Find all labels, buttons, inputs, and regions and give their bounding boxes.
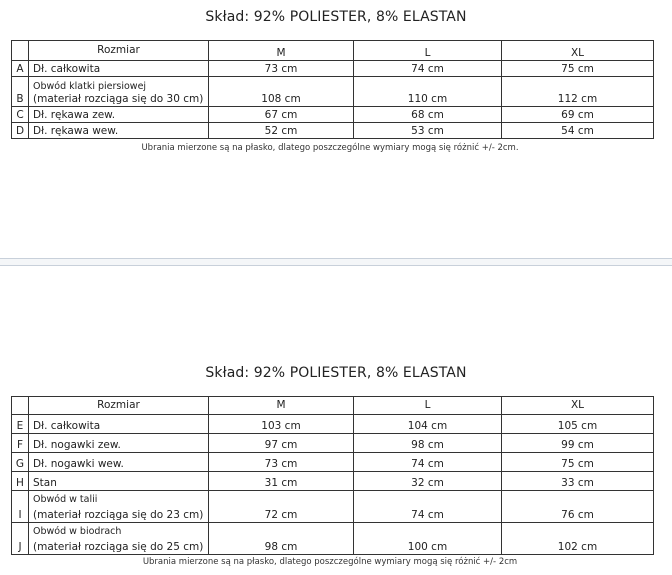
value-l: 74 cm [354,491,502,523]
table-row [12,123,654,139]
row-letter: H [12,472,29,491]
value-l: 100 cm [354,523,502,555]
row-letter: E [12,415,29,434]
row-label: Dł. całkowita [29,415,209,434]
row-label: Stan [29,472,209,491]
row-label-note: (materiał rozciąga się do 23 cm) [33,509,204,521]
value-m: 108 cm [209,77,354,107]
row-letter: J [12,523,29,555]
header-l: L [354,41,502,61]
row-label: Dł. rękawa zew. [29,107,209,123]
value-m: 103 cm [209,415,354,434]
row-label-note: (materiał rozciąga się do 25 cm) [33,541,204,553]
header-rozmiar: Rozmiar [29,41,209,61]
top-measurement-note: Ubrania mierzone są na płasko, dlatego poszczególne wymiary mogą się różnić +/- 2cm. [141,143,519,153]
value-m: 52 cm [209,123,354,139]
table-row [12,523,654,555]
row-letter: C [12,107,29,123]
value-xl: 69 cm [502,107,654,123]
value-xl: 76 cm [502,491,654,523]
row-label-two-line [29,491,209,523]
value-m: 97 cm [209,434,354,453]
header-xl: XL [502,41,654,61]
value-l: 98 cm [354,434,502,453]
table-row [12,107,654,123]
bottom-composition-title: Skład: 92% POLIESTER, 8% ELASTAN [205,365,467,381]
row-label: Dł. całkowita [29,61,209,77]
row-label-two-line [29,77,209,107]
value-xl: 99 cm [502,434,654,453]
header-m: M [209,397,354,415]
value-xl: 54 cm [502,123,654,139]
value-l: 53 cm [354,123,502,139]
table-row [12,77,654,107]
bottom-size-table [11,396,654,555]
header-rozmiar: Rozmiar [29,397,209,415]
value-xl: 33 cm [502,472,654,491]
row-label-note: (materiał rozciąga się do 30 cm) [33,93,204,105]
top-composition-title: Skład: 92% POLIESTER, 8% ELASTAN [205,9,467,25]
header-xl: XL [502,397,654,415]
row-label: Dł. nogawki wew. [29,453,209,472]
row-label: Dł. nogawki zew. [29,434,209,453]
table-row [12,491,654,523]
value-l: 74 cm [354,453,502,472]
value-xl: 102 cm [502,523,654,555]
value-l: 32 cm [354,472,502,491]
table-row [12,472,654,491]
value-l: 104 cm [354,415,502,434]
value-m: 31 cm [209,472,354,491]
header-m: M [209,41,354,61]
row-letter: F [12,434,29,453]
value-m: 67 cm [209,107,354,123]
value-m: 73 cm [209,61,354,77]
table-row [12,61,654,77]
value-m: 98 cm [209,523,354,555]
value-xl: 75 cm [502,61,654,77]
value-m: 73 cm [209,453,354,472]
row-label: Obwód w talii [33,494,98,505]
bottom-header-row [12,397,654,415]
row-label-two-line [29,523,209,555]
row-letter: D [12,123,29,139]
value-l: 68 cm [354,107,502,123]
value-xl: 105 cm [502,415,654,434]
table-row [12,453,654,472]
value-xl: 112 cm [502,77,654,107]
row-letter: A [12,61,29,77]
row-label: Obwód w biodrach [33,526,122,537]
table-row [12,415,654,434]
section-divider [0,258,672,266]
value-m: 72 cm [209,491,354,523]
row-letter: G [12,453,29,472]
top-size-table [11,40,654,139]
value-l: 74 cm [354,61,502,77]
row-letter: B [12,77,29,107]
row-label: Obwód klatki piersiowej [33,81,147,92]
bottom-measurement-note: Ubrania mierzone są na płasko, dlatego poszczególne wymiary mogą się różnić +/- 2cm [142,557,518,567]
header-l: L [354,397,502,415]
value-xl: 75 cm [502,453,654,472]
row-letter: I [12,491,29,523]
value-l: 110 cm [354,77,502,107]
top-header-row [12,41,654,61]
row-label: Dł. rękawa wew. [29,123,209,139]
table-row [12,434,654,453]
